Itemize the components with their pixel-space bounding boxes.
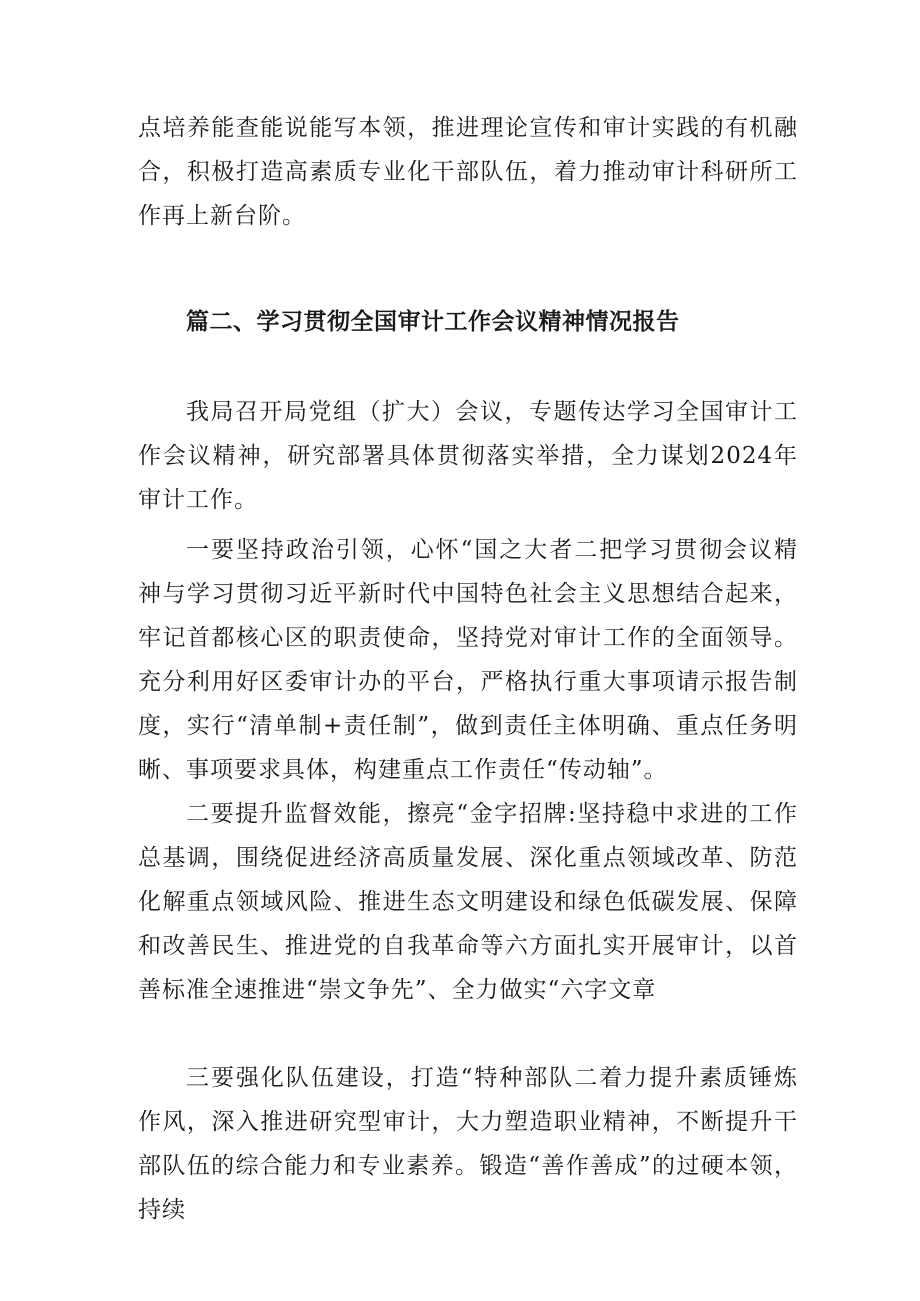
body-paragraph-supervision-efficiency: 二要提升监督效能，擦亮“金字招牌:坚持稳中求进的工作总基调，围绕促进经济高质量发展、深化重点领域改革、防范化解重点领域风险、推进生态文明建设和绿色低碳发展、保障和改善民生、推进党的自我革命等六方面扎实开展审计，以首善标准全速推进“崇文争先”、全力做实“六字文章	[138, 801, 798, 1003]
continued-paragraph: 点培养能查能说能写本领，推进理论宣传和审计实践的有机融合，积极打造高素质专业化干部队伍，着力推动审计科研所工作再上新台阶。	[138, 115, 798, 229]
body-paragraph-political-leadership: 一要坚持政治引领，心怀“国之大者二把学习贯彻会议精神与学习贯彻习近平新时代中国特色社会主义思想结合起来，牢记首都核心区的职责使命，坚持党对审计工作的全面领导。充分利用好区委审计办的平台，严格执行重大事项请示报告制度，实行“清单制+责任制”，做到责任主体明确、重点任务明晰、事项要求具体，构建重点工作责任“传动轴”。	[138, 537, 798, 783]
body-paragraph-team-building: 三要强化队伍建设，打造“特种部队二着力提升素质锤炼作风，深入推进研究型审计，大力塑造职业精神，不断提升干部队伍的综合能力和专业素养。锻造“善作善成”的过硬本领，持续	[138, 1065, 798, 1223]
body-paragraph-intro: 我局召开局党组（扩大）会议，专题传达学习全国审计工作会议精神，研究部署具体贯彻落实举措，全力谋划2024年审计工作。	[138, 399, 798, 513]
section-heading: 篇二、学习贯彻全国审计工作会议精神情况报告	[186, 309, 680, 335]
